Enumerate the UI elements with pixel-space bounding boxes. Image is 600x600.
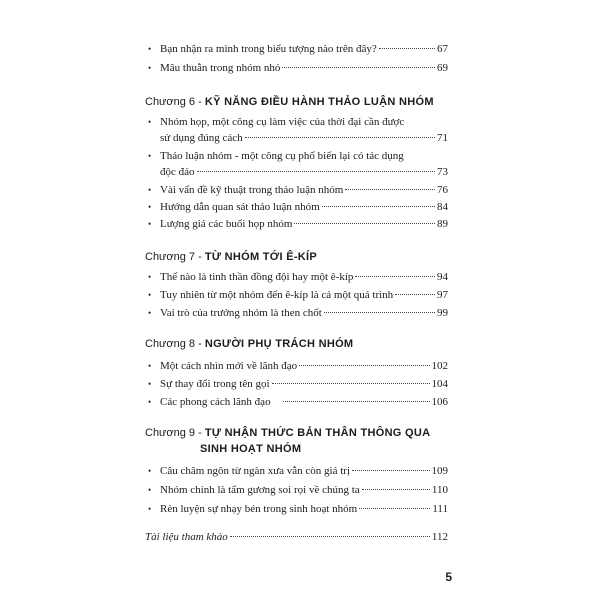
entry-title: Nhóm họp, một công cụ làm việc của thời đại cần được — [160, 116, 405, 128]
entry-title: Lượng giá các buổi họp nhóm — [160, 218, 293, 230]
bullet: • — [148, 397, 152, 407]
entry-title: Thảo luận nhóm - một công cụ phổ biến lại có tác dụng — [160, 150, 404, 162]
entry-page: 104 — [431, 378, 448, 390]
entry-title: Bạn nhận ra mình trong biểu tượng nào trên đây? — [160, 43, 377, 55]
toc-entry[interactable] — [148, 216, 448, 232]
bullet: • — [148, 504, 152, 514]
bullet: • — [148, 185, 152, 195]
toc-entry[interactable] — [148, 358, 448, 374]
bullet: • — [148, 290, 152, 300]
chapter-title-cont: SINH HOẠT NHÓM — [200, 443, 302, 455]
entry-title: Vài vấn đề kỹ thuật trong thảo luận nhóm — [160, 184, 344, 196]
bibliography-title: Tài liệu tham khảo — [145, 531, 228, 543]
entry-page: 102 — [431, 360, 448, 372]
leader-dots — [352, 470, 429, 471]
entry-title-cont: sử dụng đúng cách — [160, 132, 243, 144]
entry-page: 76 — [437, 184, 448, 196]
bullet: • — [148, 151, 152, 161]
entry-title: Thế nào là tinh thần đồng đội hay một ê-kíp — [160, 271, 354, 283]
entry-page: 99 — [437, 307, 448, 319]
chapter-number: Chương 7 - — [145, 251, 205, 263]
toc-entry[interactable] — [148, 148, 448, 180]
bullet: • — [148, 379, 152, 389]
leader-dots — [359, 508, 430, 509]
toc-entry[interactable] — [148, 60, 448, 76]
leader-dots — [379, 48, 435, 49]
leader-dots — [355, 276, 435, 277]
entry-title-cont: độc đáo — [160, 166, 195, 178]
toc-entry[interactable] — [148, 463, 448, 479]
leader-dots — [282, 67, 435, 68]
leader-dots — [294, 223, 435, 224]
leader-dots — [197, 171, 435, 172]
bullet: • — [148, 485, 152, 495]
leader-dots — [245, 137, 435, 138]
entry-page: 94 — [437, 271, 448, 283]
entry-title: Vai trò của trưởng nhóm là then chốt — [160, 307, 322, 319]
toc-entry[interactable] — [148, 376, 448, 392]
leader-dots — [299, 365, 429, 366]
entry-title: Các phong cách lãnh đạo — [160, 396, 271, 408]
bullet: • — [148, 44, 152, 54]
toc-entry[interactable] — [148, 482, 448, 498]
leader-dots — [395, 294, 435, 295]
toc-entry[interactable] — [148, 199, 448, 215]
toc-entry[interactable] — [148, 182, 448, 198]
entry-page: 97 — [437, 289, 448, 301]
entry-title: Hướng dẫn quan sát thảo luận nhóm — [160, 201, 320, 213]
entry-page: 67 — [437, 43, 448, 55]
entry-page: 109 — [431, 465, 448, 477]
entry-page: 89 — [437, 218, 448, 230]
page-number: 5 — [445, 570, 452, 584]
toc-entry[interactable] — [148, 269, 448, 285]
chapter-heading[interactable] — [145, 336, 353, 352]
chapter-number: Chương 9 - — [145, 427, 205, 439]
chapter-heading[interactable] — [145, 249, 317, 265]
entry-title: Sự thay đổi trong tên gọi — [160, 378, 270, 390]
entry-page: 73 — [437, 166, 448, 178]
leader-dots — [283, 401, 430, 402]
chapter-title: TỰ NHẬN THỨC BẢN THÂN THÔNG QUA — [204, 427, 431, 439]
bullet: • — [148, 308, 152, 318]
bibliography-entry[interactable] — [145, 529, 448, 545]
leader-dots — [362, 489, 430, 490]
leader-dots — [345, 189, 435, 190]
chapter-title: KỸ NĂNG ĐIỀU HÀNH THẢO LUẬN NHÓM — [204, 96, 434, 108]
toc-entry[interactable] — [148, 114, 448, 146]
leader-dots — [230, 536, 430, 537]
chapter-heading[interactable] — [145, 94, 434, 110]
bullet: • — [148, 219, 152, 229]
entry-page: 84 — [437, 201, 448, 213]
leader-dots — [272, 383, 430, 384]
toc-entry[interactable] — [148, 501, 448, 517]
bullet: • — [148, 63, 152, 73]
leader-dots — [324, 312, 435, 313]
toc-entry[interactable] — [148, 41, 448, 57]
toc-entry[interactable] — [148, 305, 448, 321]
bullet: • — [148, 202, 152, 212]
entry-page: 111 — [432, 503, 448, 515]
entry-title: Một cách nhìn mới về lãnh đạo — [160, 360, 298, 372]
entry-title: Nhóm chính là tấm gương soi rọi về chúng ta — [160, 484, 360, 496]
bibliography-page: 112 — [431, 531, 448, 543]
chapter-number: Chương 8 - — [145, 338, 205, 350]
bullet: • — [148, 466, 152, 476]
entry-title: Mâu thuẫn trong nhóm nhỏ — [160, 62, 281, 74]
entry-page: 69 — [437, 62, 448, 74]
entry-page: 110 — [431, 484, 448, 496]
bullet: • — [148, 361, 152, 371]
chapter-heading[interactable] — [145, 425, 431, 455]
entry-page: 106 — [431, 396, 448, 408]
toc-entry[interactable] — [148, 287, 448, 303]
chapter-number: Chương 6 - — [145, 96, 205, 108]
entry-title: Rèn luyện sự nhạy bén trong sinh hoạt nhóm — [160, 503, 358, 515]
chapter-title: NGƯỜI PHỤ TRÁCH NHÓM — [204, 338, 354, 350]
bullet: • — [148, 117, 152, 127]
entry-page: 71 — [437, 132, 448, 144]
chapter-title: TỪ NHÓM TỚI Ê-KÍP — [204, 251, 318, 263]
entry-title: Câu châm ngôn từ ngàn xưa vẫn còn giá trị — [160, 465, 351, 477]
bullet: • — [148, 272, 152, 282]
toc-entry[interactable] — [148, 394, 448, 410]
leader-dots — [322, 206, 435, 207]
entry-title: Tuy nhiên từ một nhóm đến ê-kíp là cả một quá trình — [160, 289, 394, 301]
